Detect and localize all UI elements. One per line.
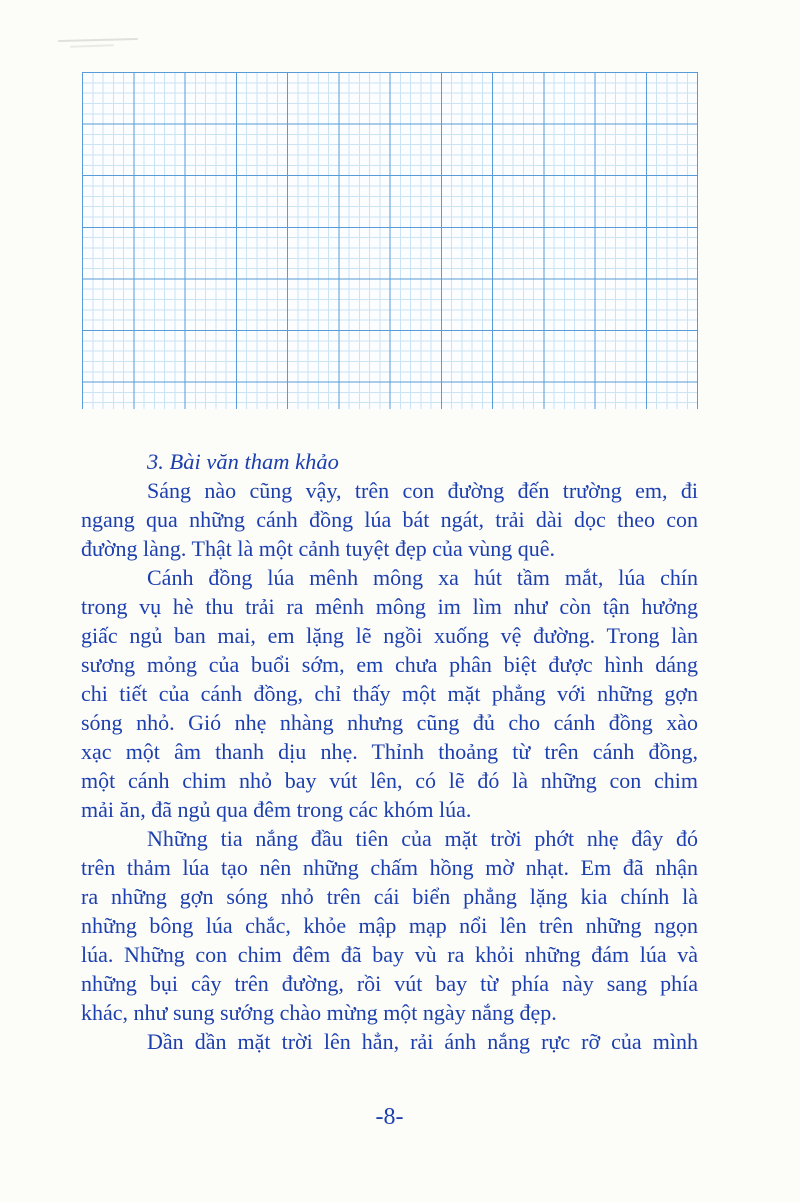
text-line: lúa. Những con chim đêm đã bay vù ra khỏi những đám lúa và [81, 942, 698, 967]
text-line: trong vụ hè thu trải ra mênh mông im lìm như còn tận hưởng [81, 594, 698, 619]
text-line: ra những gợn sóng nhỏ trên cái biển phẳng lặng kia chính là [81, 884, 698, 909]
text-line: sóng nhỏ. Gió nhẹ nhàng nhưng cũng đủ cho cánh đồng xào [81, 710, 698, 735]
graph-paper-grid [82, 72, 698, 409]
section-heading: 3. Bài văn tham khảo [147, 449, 339, 474]
text-line: chi tiết của cánh đồng, chỉ thấy một mặt phẳng với những gợn [81, 681, 698, 706]
text-line: trên thảm lúa tạo nên những chấm hồng mờ nhạt. Em đã nhận [81, 855, 698, 880]
text-line: giấc ngủ ban mai, em lặng lẽ ngồi xuống vệ đường. Trong làn [81, 623, 698, 648]
page-number: -8- [375, 1104, 404, 1130]
essay-text-block [81, 447, 698, 1056]
text-line: mải ăn, đã ngủ qua đêm trong các khóm lúa. [81, 797, 472, 822]
text-line: ngang qua những cánh đồng lúa bát ngát, trải dài dọc theo con [81, 507, 698, 532]
paragraphs-container [81, 476, 698, 1056]
text-line: một cánh chim nhỏ bay vút lên, có lẽ đó là những con chim [81, 768, 698, 793]
text-line: sương mỏng của buổi sớm, em chưa phân biệt được hình dáng [81, 652, 698, 677]
text-line: đường làng. Thật là một cảnh tuyệt đẹp của vùng quê. [81, 536, 556, 561]
text-line: Dần dần mặt trời lên hẳn, rải ánh nắng rực rỡ của mình [147, 1029, 698, 1054]
text-line: những bông lúa chắc, khỏe mập mạp nổi lên trên những ngọn [81, 913, 698, 938]
text-line: Những tia nắng đầu tiên của mặt trời phớt nhẹ đây đó [147, 826, 698, 851]
scan-smudge [52, 37, 144, 49]
text-line: Cánh đồng lúa mênh mông xa hút tầm mắt, lúa chín [147, 565, 698, 590]
text-line: những bụi cây trên đường, rồi vút bay từ phía này sang phía [81, 971, 698, 996]
text-line: khác, như sung sướng chào mừng một ngày nắng đẹp. [81, 1000, 557, 1025]
text-line: Sáng nào cũng vậy, trên con đường đến trường em, đi [147, 478, 698, 503]
text-line: xạc một âm thanh dịu nhẹ. Thỉnh thoảng từ trên cánh đồng, [81, 739, 698, 764]
